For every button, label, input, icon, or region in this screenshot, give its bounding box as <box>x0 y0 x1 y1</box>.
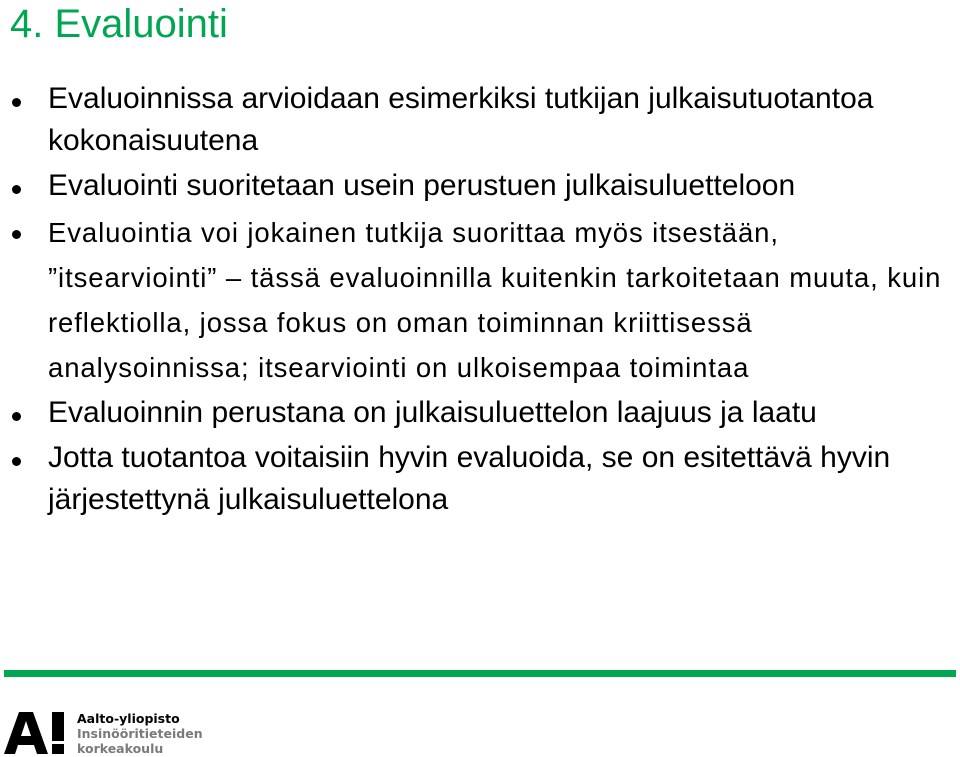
bullet-item <box>0 165 960 207</box>
bullet-dot-icon <box>12 230 21 239</box>
footer-divider <box>4 670 956 677</box>
logo-line-school: Insinööritieteiden <box>77 726 203 741</box>
bullet-item <box>0 78 960 162</box>
logo-line-school-suffix: korkeakoulu <box>77 741 164 756</box>
bullet-text: Evaluointi suoritetaan usein perustuen julkaisuluetteloon <box>48 169 796 202</box>
bullet-item <box>0 392 960 434</box>
slide-title: 4. Evaluointi <box>10 2 228 46</box>
bullet-dot-icon <box>12 457 21 466</box>
aalto-a-logo-icon <box>4 712 66 754</box>
bullet-dot-icon <box>12 412 21 421</box>
bullet-text: Evaluoinnin perustana on julkaisuluettelon laajuus ja laatu <box>48 396 817 429</box>
bullet-item <box>0 437 960 521</box>
logo-wordmark <box>77 711 277 756</box>
bullet-text: Jotta tuotantoa voitaisiin hyvin evaluoida, se on esitettävä hyvin järjestettynä julkaisuluettelona <box>48 441 891 516</box>
logo-line-university: Aalto-yliopisto <box>77 711 180 726</box>
bullet-list <box>0 78 960 525</box>
bullet-item <box>0 210 960 390</box>
bullet-dot-icon <box>12 185 21 194</box>
bullet-text: Evaluoinnissa arvioidaan esimerkiksi tutkijan julkaisutuotantoa kokonaisuutena <box>48 82 874 157</box>
bullet-dot-icon <box>12 98 21 107</box>
bullet-text: Evaluointia voi jokainen tutkija suorittaa myös itsestään, ”itsearviointi” – tässä evaluoinnilla kuitenkin tarkoitetaan muuta, kuin reflektiolla, jossa fokus on oman toiminnan kriittisessä analysoinnissa; itsearviointi on ulkoisempaa toimintaa <box>48 217 942 383</box>
